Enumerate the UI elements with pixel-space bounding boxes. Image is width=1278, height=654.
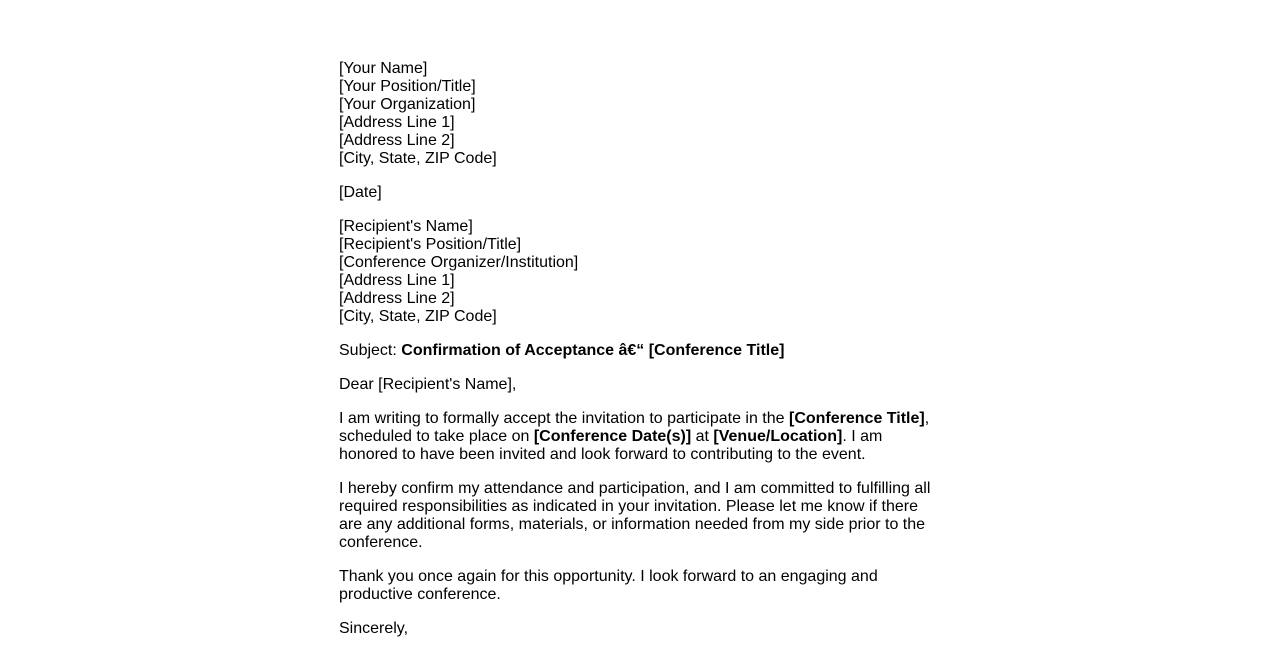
sender-address	[339, 60, 939, 168]
conference-venue: [Venue/Location]	[713, 428, 843, 445]
letter-document	[339, 60, 939, 654]
sender-address-line-1: [Address Line 1]	[339, 114, 455, 131]
salutation: Dear [Recipient's Name],	[339, 376, 517, 393]
recipient-organization: [Conference Organizer/Institution]	[339, 254, 579, 271]
recipient-address-line-1: [Address Line 1]	[339, 272, 455, 289]
sender-name: [Your Name]	[339, 60, 428, 77]
closing: Sincerely,	[339, 620, 409, 637]
paragraph-1-text-d: . I am honored to have been invited and look forward to contributing to the event.	[339, 428, 883, 463]
paragraph-1-text-b: , scheduled to take place on	[339, 410, 930, 445]
sender-position: [Your Position/Title]	[339, 78, 476, 95]
conference-title: [Conference Title]	[789, 410, 925, 427]
recipient-address-line-2: [Address Line 2]	[339, 290, 455, 307]
letter-date	[339, 184, 939, 202]
body-paragraph-2: I hereby confirm my attendance and participation, and I am committed to fulfilling all required responsibilities as indicated in your invitation. Please let me know if there are any additional forms, materials, or information needed from my side prior to the conference.	[339, 480, 931, 551]
conference-dates: [Conference Date(s)]	[533, 428, 692, 445]
recipient-name: [Recipient's Name]	[339, 218, 473, 235]
recipient-address	[339, 218, 939, 326]
subject-text: Confirmation of Acceptance â€“ [Conference Title]	[401, 342, 785, 359]
date-text: [Date]	[339, 184, 382, 201]
body-paragraph-3: Thank you once again for this opportunity. I look forward to an engaging and productive conference.	[339, 568, 878, 603]
sender-organization: [Your Organization]	[339, 96, 476, 113]
sender-address-line-2: [Address Line 2]	[339, 132, 455, 149]
paragraph-1-text-a: I am writing to formally accept the invitation to participate in the	[339, 410, 789, 427]
body-paragraph-1	[339, 410, 939, 464]
recipient-city-state-zip: [City, State, ZIP Code]	[339, 308, 497, 325]
recipient-position: [Recipient's Position/Title]	[339, 236, 522, 253]
subject-label: Subject:	[339, 342, 402, 359]
paragraph-1-text-c: at	[691, 428, 714, 445]
subject-line	[339, 342, 939, 360]
sender-city-state-zip: [City, State, ZIP Code]	[339, 150, 497, 167]
